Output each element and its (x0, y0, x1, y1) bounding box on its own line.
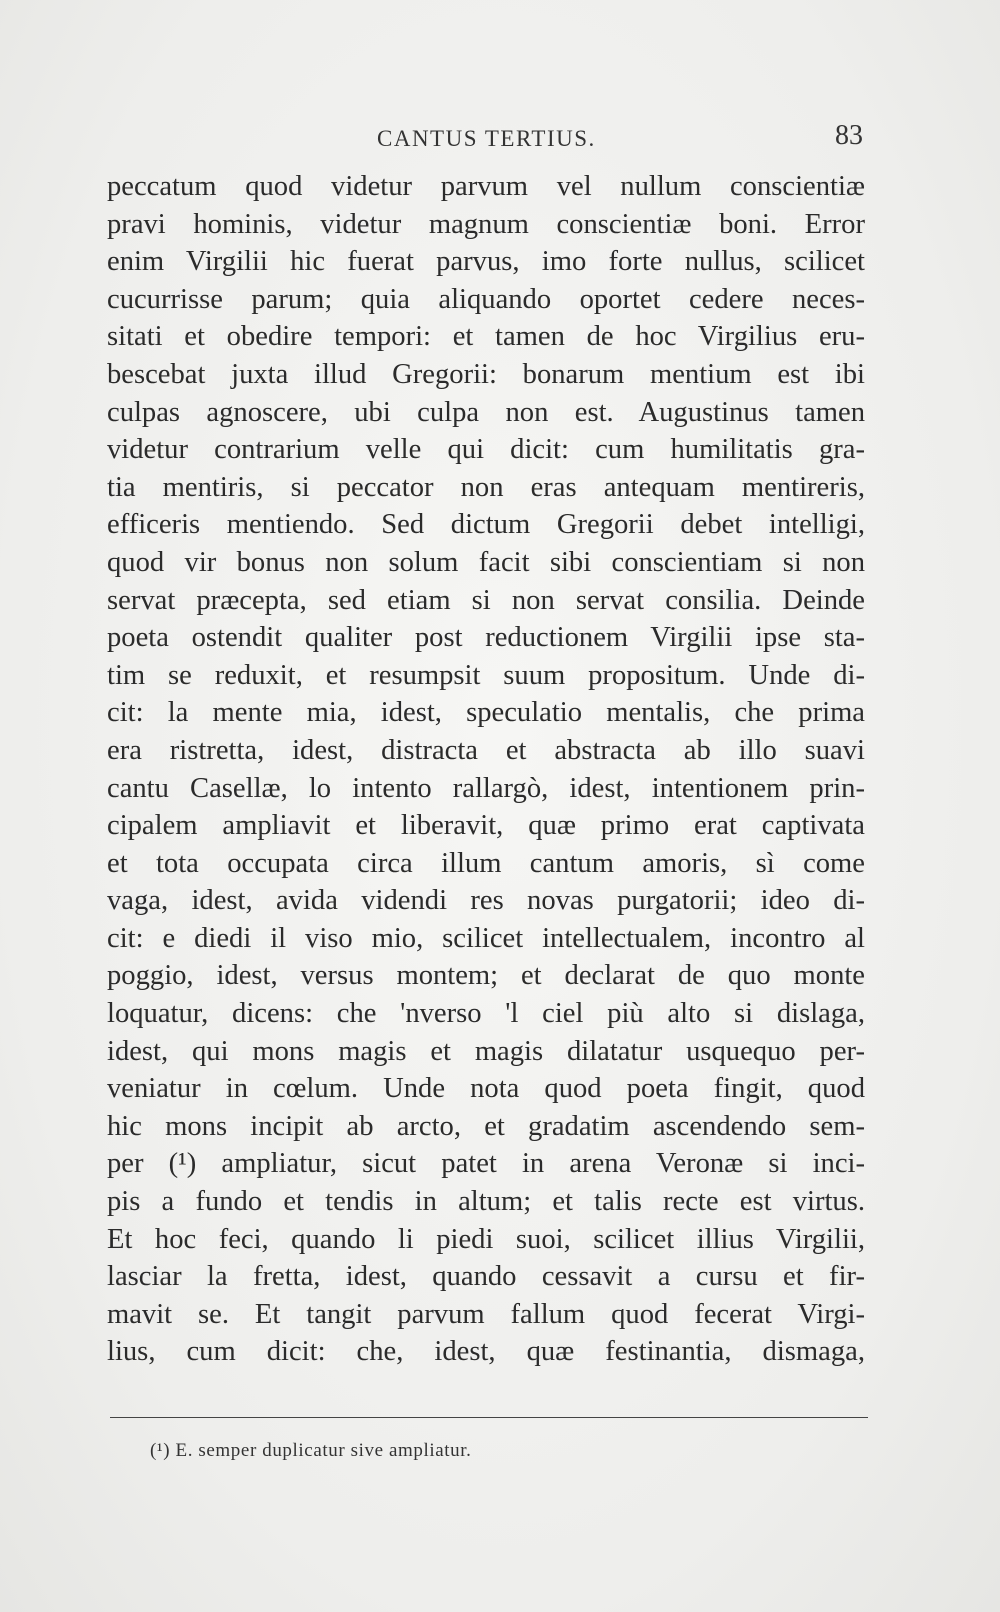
text-line: cipalem ampliavit et liberavit, quæ primo erat captivata (107, 810, 865, 842)
text-line: veniatur in cœlum. Unde nota quod poeta fingit, quod (107, 1073, 865, 1105)
text-line: pravi hominis, videtur magnum conscientiæ boni. Error (107, 208, 865, 240)
text-line: Et hoc feci, quando li piedi suoi, scilicet illius Virgilii, (107, 1223, 865, 1255)
text-line: quod vir bonus non solum facit sibi conscientiam si non (107, 546, 865, 578)
text-line: cantu Casellæ, lo intento rallargò, idest, intentionem prin- (107, 772, 865, 804)
text-line: vaga, idest, avida videndi res novas purgatorii; ideo di- (107, 885, 865, 917)
text-line: lasciar la fretta, idest, quando cessavit a cursu et fir- (107, 1261, 865, 1293)
text-line: hic mons incipit ab arcto, et gradatim ascendendo sem- (107, 1110, 865, 1142)
text-line: servat præcepta, sed etiam si non servat consilia. Deinde (107, 584, 865, 616)
footnote: (¹) E. semper duplicatur sive ampliatur. (150, 1440, 472, 1461)
text-line: videtur contrarium velle qui dicit: cum humilitatis gra- (107, 434, 865, 466)
text-line: cit: la mente mia, idest, speculatio mentalis, che prima (107, 697, 865, 729)
page-number: 83 (835, 120, 863, 151)
text-line: tim se reduxit, et resumpsit suum propositum. Unde di- (107, 659, 865, 691)
footnote-rule (110, 1417, 868, 1418)
text-line: culpas agnoscere, ubi culpa non est. Augustinus tamen (107, 396, 865, 428)
text-line: loquatur, dicens: che 'nverso 'l ciel più alto si dislaga, (107, 998, 865, 1030)
text-line: enim Virgilii hic fuerat parvus, imo forte nullus, scilicet (107, 246, 865, 278)
text-line: peccatum quod videtur parvum vel nullum conscientiæ (107, 171, 865, 202)
text-line: poggio, idest, versus montem; et declarat de quo monte (107, 960, 865, 992)
running-head: CANTUS TERTIUS. (377, 126, 596, 151)
text-line: cucurrisse parum; quia aliquando oportet cedere neces- (107, 283, 865, 315)
text-line: mavit se. Et tangit parvum fallum quod fecerat Virgi- (107, 1298, 865, 1330)
text-line: et tota occupata circa illum cantum amoris, sì come (107, 847, 865, 879)
text-line: per (¹) ampliatur, sicut patet in arena Veronæ si inci- (107, 1148, 865, 1180)
text-line: cit: e diedi il viso mio, scilicet intellectualem, incontro al (107, 922, 865, 954)
text-line: era ristretta, idest, distracta et abstracta ab illo suavi (107, 734, 865, 766)
text-line: bescebat juxta illud Gregorii: bonarum mentium est ibi (107, 358, 865, 390)
body-text (107, 168, 865, 1371)
text-line: pis a fundo et tendis in altum; et talis recte est virtus. (107, 1186, 865, 1218)
text-line: idest, qui mons magis et magis dilatatur usquequo per- (107, 1035, 865, 1067)
text-line: tia mentiris, si peccator non eras antequam mentireris, (107, 471, 865, 503)
text-line: poeta ostendit qualiter post reductionem Virgilii ipse sta- (107, 622, 865, 654)
page-header (107, 118, 867, 158)
text-line: lius, cum dicit: che, idest, quæ festinantia, dismaga, (107, 1336, 865, 1368)
text-line: sitati et obedire tempori: et tamen de hoc Virgilius eru- (107, 321, 865, 353)
text-line: efficeris mentiendo. Sed dictum Gregorii debet intelligi, (107, 509, 865, 541)
